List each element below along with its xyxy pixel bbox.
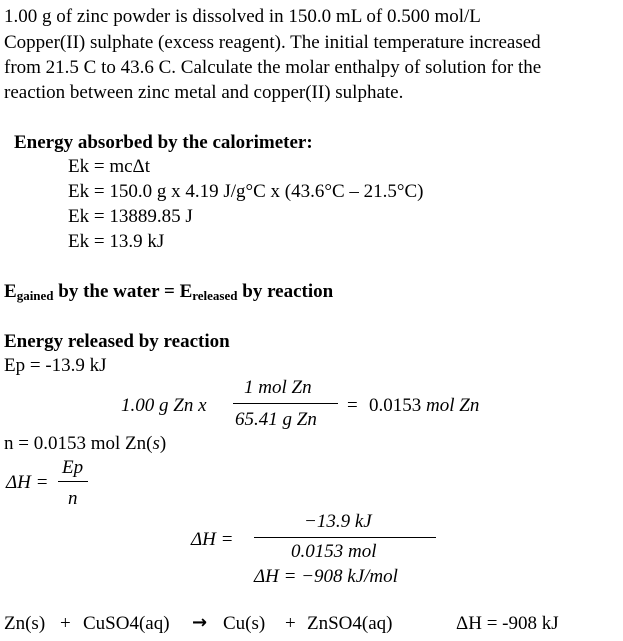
mole-calc-left: 1.00 g Zn x (121, 395, 207, 416)
calorimeter-line-2: Ek = 150.0 g x 4.19 J/g°C x (43.6°C – 21.5°C) (68, 181, 424, 202)
problem-line-1: 1.00 g of zinc powder is dissolved in 150.0 mL of 0.500 mol/L (4, 6, 481, 27)
equation-arrow-icon: → (192, 612, 208, 633)
problem-line-3: from 21.5 C to 43.6 C. Calculate the molar enthalpy of solution for the (4, 57, 542, 78)
equation-reactant-cuso4: CuSO4(aq) (83, 613, 170, 634)
calorimeter-heading: Energy absorbed by the calorimeter: (14, 132, 313, 153)
dh-calc-result: ΔH = −908 kJ/mol (254, 566, 398, 587)
energy-balance-e1: E (4, 281, 17, 302)
dh-formula-lhs: ΔH = (6, 472, 49, 493)
mole-calc-fraction-bar (233, 403, 338, 404)
mole-calc-numerator: 1 mol Zn (244, 377, 312, 398)
dh-formula-denominator: n (68, 488, 78, 509)
reaction-energy-heading: Energy released by reaction (4, 331, 230, 352)
equation-product-znso4: ZnSO4(aq) (307, 613, 393, 634)
dh-calc-fraction-bar (254, 537, 436, 538)
mole-calc-result (369, 396, 479, 415)
moles-close: ) (159, 433, 167, 454)
dh-calc-lhs: ΔH = (191, 529, 234, 550)
energy-balance-sub-released: released (192, 288, 238, 303)
energy-balance-sub-gained: gained (16, 288, 54, 303)
calorimeter-line-3: Ek = 13889.85 J (68, 206, 193, 227)
equation-plus-1: + (60, 613, 71, 634)
dh-formula-numerator: Ep (62, 457, 84, 478)
mole-calc-denominator: 65.41 g Zn (235, 409, 317, 430)
mole-calc-result-value: 0.0153 (369, 395, 422, 416)
dh-calc-denominator: 0.0153 mol (291, 541, 377, 562)
problem-line-2: Copper(II) sulphate (excess reagent). The initial temperature increased (4, 32, 541, 53)
ep-value: Ep = -13.9 kJ (4, 355, 107, 376)
equation-plus-2: + (285, 613, 296, 634)
equation-product-cu: Cu(s) (223, 613, 266, 634)
calorimeter-line-4: Ek = 13.9 kJ (68, 231, 165, 252)
problem-line-4: reaction between zinc metal and copper(II) sulphate. (4, 82, 404, 103)
moles-line (4, 434, 166, 453)
calorimeter-line-1: Ek = mcΔt (68, 156, 151, 177)
equation-enthalpy: ΔH = -908 kJ (456, 613, 559, 634)
dh-calc-numerator: −13.9 kJ (304, 511, 372, 532)
mole-calc-equals: = (347, 395, 358, 416)
mole-calc-result-unit: mol Zn (426, 395, 480, 416)
energy-balance-end: by reaction (237, 281, 334, 302)
energy-balance (4, 282, 333, 301)
equation-reactant-zn: Zn(s) (4, 613, 46, 634)
moles-text: n = 0.0153 mol Zn( (4, 433, 153, 454)
energy-balance-mid: by the water = E (53, 281, 193, 302)
moles-state: s (152, 433, 160, 454)
dh-formula-fraction-bar (58, 481, 88, 482)
